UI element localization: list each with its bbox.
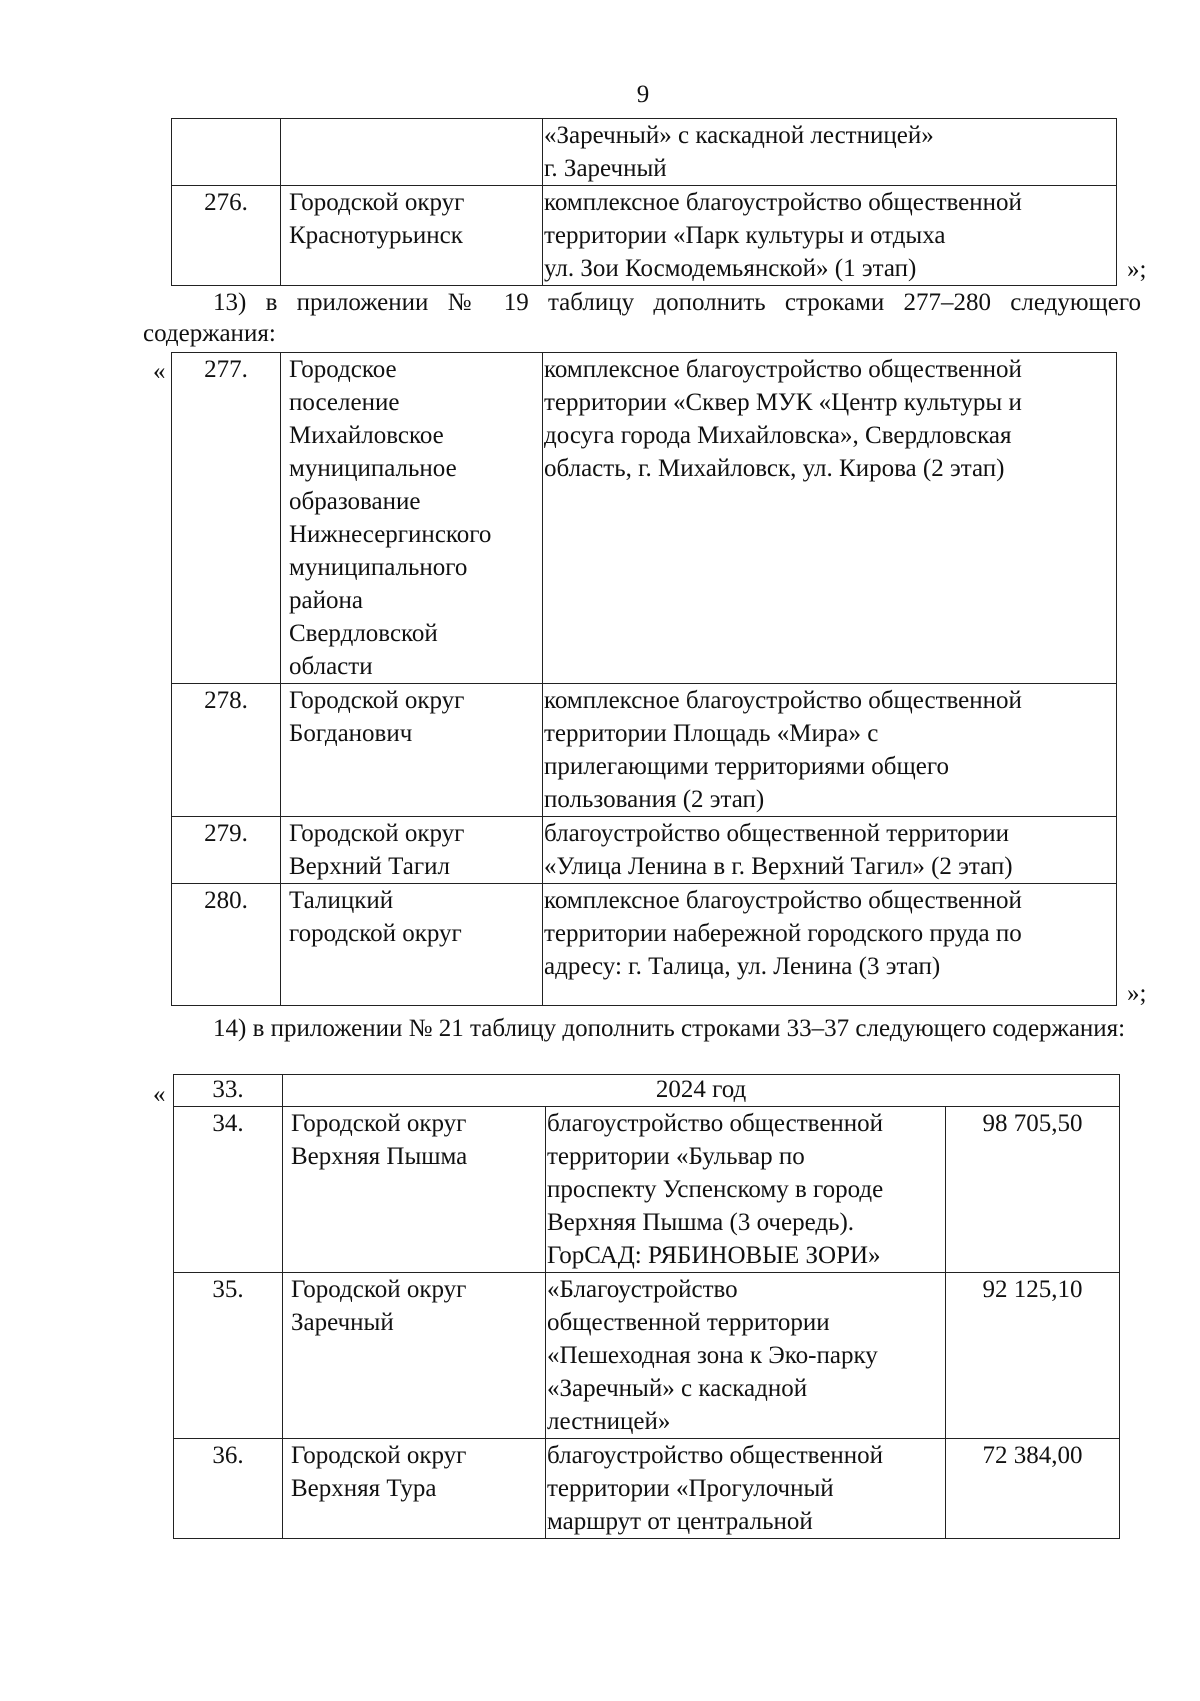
municipality-line: городской округ	[289, 920, 462, 947]
municipality-line: Богданович	[289, 720, 413, 747]
table-row	[174, 1107, 1120, 1273]
amount-cell: 92 125,10	[946, 1273, 1120, 1439]
row-number: 278.	[172, 684, 281, 817]
description-line: территории «Бульвар по	[547, 1143, 805, 1170]
municipality-cell	[281, 684, 543, 817]
amount-cell: 72 384,00	[946, 1439, 1120, 1539]
year-label: 2024 год	[283, 1075, 1120, 1107]
description-line: благоустройство общественной	[547, 1110, 884, 1137]
municipality-cell	[281, 119, 543, 186]
year-row	[174, 1075, 1120, 1107]
description-line: г. Заречный	[544, 155, 667, 182]
municipality-line: Городской округ	[289, 820, 465, 847]
description-line: лестницей»	[547, 1408, 671, 1435]
description-line: территории «Прогулочный	[547, 1475, 834, 1502]
description-line: территории «Парк культуры и отдыха	[544, 222, 946, 249]
description-cell	[543, 119, 1117, 186]
description-cell	[546, 1439, 946, 1539]
row-number	[172, 119, 281, 186]
table-row	[174, 1439, 1120, 1539]
municipality-cell	[281, 186, 543, 286]
amount-cell: 98 705,50	[946, 1107, 1120, 1273]
description-line: комплексное благоустройство общественной	[544, 189, 1022, 216]
description-line: маршрут от центральной	[547, 1508, 813, 1535]
paragraph-14: 14) в приложении № 21 таблицу дополнить строками 33–37 следующего содержания:	[213, 1015, 1126, 1042]
municipality-line: района	[289, 587, 363, 614]
description-line: комплексное благоустройство общественной	[544, 687, 1022, 714]
description-line: благоустройство общественной	[547, 1442, 884, 1469]
municipality-cell	[283, 1107, 546, 1273]
description-line: область, г. Михайловск, ул. Кирова (2 этап)	[544, 455, 1005, 482]
description-line: «Пешеходная зона к Эко-парку	[547, 1342, 878, 1369]
municipality-line: Михайловское	[289, 422, 444, 449]
municipality-line: области	[289, 653, 373, 680]
row-number: 280.	[172, 884, 281, 1006]
description-line: Верхняя Пышма (3 очередь).	[547, 1209, 855, 1236]
municipality-cell	[281, 884, 543, 1006]
municipality-line: Нижнесергинского	[289, 521, 492, 548]
municipality-line: Верхняя Пышма	[291, 1143, 468, 1170]
municipality-cell	[281, 353, 543, 684]
table-appendix-continuation	[171, 118, 1117, 286]
municipality-line: Свердловской	[289, 620, 438, 647]
description-line: ул. Зои Космодемьянской» (1 этап)	[544, 255, 917, 282]
municipality-line: Краснотурьинск	[289, 222, 463, 249]
municipality-cell	[283, 1273, 546, 1439]
municipality-line: Городской округ	[291, 1442, 467, 1469]
description-cell	[543, 817, 1117, 884]
description-line: пользования (2 этап)	[544, 786, 765, 813]
description-cell	[543, 186, 1117, 286]
municipality-line: Городской округ	[289, 687, 465, 714]
description-line: территории набережной городского пруда по	[544, 920, 1022, 947]
paragraph-13: 13) в приложении № 19 таблицу дополнить строками 277–280 следующего содержания:	[143, 289, 1141, 347]
row-number: 35.	[174, 1273, 283, 1439]
description-line: досуга города Михайловска», Свердловская	[544, 422, 1012, 449]
description-line: проспекту Успенскому в городе	[547, 1176, 884, 1203]
description-line: благоустройство общественной территории	[544, 820, 1010, 847]
description-line: общественной территории	[547, 1309, 830, 1336]
closing-quote-mark-2: »;	[1127, 980, 1147, 1007]
municipality-line: Городское	[289, 356, 397, 383]
municipality-line: Верхняя Тура	[291, 1475, 437, 1502]
description-cell	[546, 1107, 946, 1273]
municipality-line: Городской округ	[291, 1110, 467, 1137]
description-line: территории «Сквер МУК «Центр культуры и	[544, 389, 1022, 416]
row-number: 276.	[172, 186, 281, 286]
description-line: комплексное благоустройство общественной	[544, 887, 1022, 914]
row-number: 279.	[172, 817, 281, 884]
opening-quote-mark-2: «	[153, 358, 166, 385]
municipality-cell	[281, 817, 543, 884]
municipality-line: Заречный	[291, 1309, 394, 1336]
table-row	[172, 119, 1117, 186]
municipality-line: муниципального	[289, 554, 468, 581]
municipality-line: Городской округ	[289, 189, 465, 216]
table-row	[174, 1273, 1120, 1439]
municipality-line: Талицкий	[289, 887, 394, 914]
description-line: комплексное благоустройство общественной	[544, 356, 1022, 383]
municipality-line: образование	[289, 488, 421, 515]
opening-quote-mark-3: «	[153, 1081, 166, 1108]
description-line: адресу: г. Талица, ул. Ленина (3 этап)	[544, 953, 941, 980]
row-number: 277.	[172, 353, 281, 684]
description-line: «Заречный» с каскадной	[547, 1375, 808, 1402]
page-number: 9	[636, 81, 650, 108]
row-number: 34.	[174, 1107, 283, 1273]
municipality-line: поселение	[289, 389, 400, 416]
municipality-line: муниципальное	[289, 455, 457, 482]
table-row	[172, 353, 1117, 684]
description-line: территории Площадь «Мира» с	[544, 720, 879, 747]
description-cell	[546, 1273, 946, 1439]
municipality-line: Городской округ	[291, 1276, 467, 1303]
description-line: «Заречный» с каскадной лестницей»	[544, 122, 934, 149]
description-line: «Благоустройство	[547, 1276, 738, 1303]
row-number: 36.	[174, 1439, 283, 1539]
closing-quote-mark-1: »;	[1127, 256, 1147, 283]
municipality-line: Верхний Тагил	[289, 853, 451, 880]
table-row	[172, 186, 1117, 286]
table-row	[172, 684, 1117, 817]
description-cell	[543, 684, 1117, 817]
description-line: ГорСАД: РЯБИНОВЫЕ ЗОРИ»	[547, 1242, 881, 1269]
description-cell	[543, 884, 1117, 1006]
description-cell	[543, 353, 1117, 684]
table-row	[172, 817, 1117, 884]
table-appendix-19	[171, 352, 1117, 1006]
table-appendix-21	[173, 1074, 1120, 1539]
municipality-cell	[283, 1439, 546, 1539]
description-line: прилегающими территориями общего	[544, 753, 949, 780]
table-row	[172, 884, 1117, 1006]
row-number: 33.	[174, 1075, 283, 1107]
description-line: «Улица Ленина в г. Верхний Тагил» (2 этап)	[544, 853, 1013, 880]
